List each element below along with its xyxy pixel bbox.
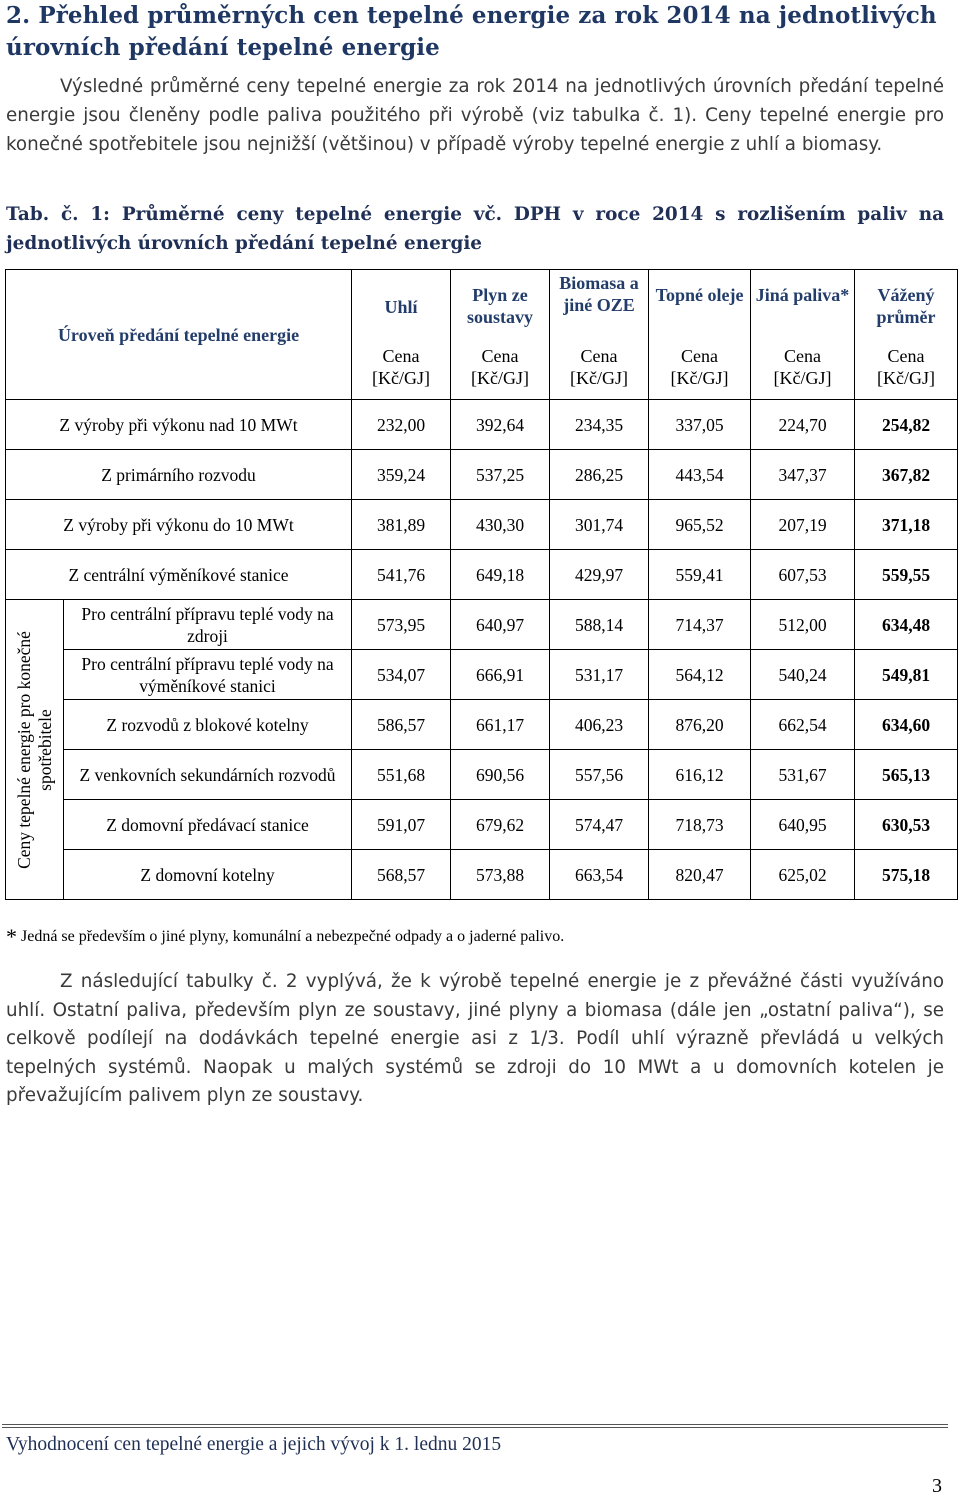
price-cell: 557,56	[550, 750, 649, 800]
price-cell: 337,05	[649, 400, 751, 450]
price-cell: 663,54	[550, 850, 649, 900]
price-cell: 534,07	[352, 650, 451, 700]
price-table	[5, 269, 958, 900]
fuel-header: Plyn ze soustavy	[451, 270, 550, 336]
level-label: Z výroby při výkonu do 10 MWt	[6, 500, 352, 550]
weighted-average-cell: 549,81	[855, 650, 958, 700]
fuel-header: Uhlí	[352, 270, 451, 336]
weighted-average-cell: 630,53	[855, 800, 958, 850]
price-cell: 347,37	[751, 450, 855, 500]
price-cell: 690,56	[451, 750, 550, 800]
intro-paragraph: Výsledné průměrné ceny tepelné energie za rok 2014 na jednotlivých úrovních předání tepelné energie jsou členěny podle paliva použitého při výrobě (viz tabulka č. 1). Ceny tepelné energie pro konečné spotřebitele jsou nejnižší (většinou) v případě výroby tepelné energie z uhlí a biomasy.	[6, 76, 944, 155]
price-cell: 649,18	[451, 550, 550, 600]
price-cell: 965,52	[649, 500, 751, 550]
price-unit: [Kč/GJ]	[372, 368, 430, 389]
price-cell: 540,24	[751, 650, 855, 700]
fuel-header: Jiná paliva*	[751, 270, 855, 336]
price-cell: 616,12	[649, 750, 751, 800]
price-cell: 607,53	[751, 550, 855, 600]
price-cell: 640,97	[451, 600, 550, 650]
price-cell: 207,19	[751, 500, 855, 550]
price-cell: 531,17	[550, 650, 649, 700]
weighted-average-cell: 367,82	[855, 450, 958, 500]
weighted-average-cell: 634,60	[855, 700, 958, 750]
level-header: Úroveň předání tepelné energie	[6, 270, 352, 400]
price-cell: 541,76	[352, 550, 451, 600]
weighted-average-cell: 565,13	[855, 750, 958, 800]
price-unit: [Kč/GJ]	[570, 368, 628, 389]
price-cell: 625,02	[751, 850, 855, 900]
table-row	[6, 550, 958, 600]
price-cell: 559,41	[649, 550, 751, 600]
price-label: Cena	[382, 346, 420, 367]
price-cell: 232,00	[352, 400, 451, 450]
price-cell: 666,91	[451, 650, 550, 700]
price-cell: 661,17	[451, 700, 550, 750]
footer-divider	[2, 1424, 948, 1428]
price-cell: 640,95	[751, 800, 855, 850]
level-label: Pro centrální přípravu teplé vody na výměníkové stanici	[64, 650, 352, 700]
price-cell: 588,14	[550, 600, 649, 650]
price-cell: 573,88	[451, 850, 550, 900]
page-footer: Vyhodnocení cen tepelné energie a jejich vývoj k 1. lednu 2015	[6, 1434, 502, 1455]
price-unit: [Kč/GJ]	[877, 368, 935, 389]
level-label: Pro centrální přípravu teplé vody na zdroji	[64, 600, 352, 650]
price-cell: 537,25	[451, 450, 550, 500]
price-cell: 574,47	[550, 800, 649, 850]
price-cell: 301,74	[550, 500, 649, 550]
weighted-average-cell: 371,18	[855, 500, 958, 550]
weighted-average-cell: 254,82	[855, 400, 958, 450]
price-label: Cena	[887, 346, 925, 367]
table-row	[6, 850, 958, 900]
fuel-header: Vážený průměr	[855, 270, 958, 336]
page-number: 3	[932, 1475, 942, 1497]
level-label: Z centrální výměníkové stanice	[6, 550, 352, 600]
price-unit: [Kč/GJ]	[471, 368, 529, 389]
level-label: Z domovní kotelny	[64, 850, 352, 900]
price-cell: 531,67	[751, 750, 855, 800]
table-row	[6, 800, 958, 850]
price-cell: 512,00	[751, 600, 855, 650]
table-footnote	[6, 920, 946, 951]
price-cell: 430,30	[451, 500, 550, 550]
level-label: Z výroby při výkonu nad 10 MWt	[6, 400, 352, 450]
price-cell: 443,54	[649, 450, 751, 500]
price-cell: 406,23	[550, 700, 649, 750]
price-cell: 662,54	[751, 700, 855, 750]
price-cell: 568,57	[352, 850, 451, 900]
price-label: Cena	[481, 346, 519, 367]
fuel-header: Biomasa a jiné OZE	[550, 270, 649, 336]
fuel-share-paragraph: Z následující tabulky č. 2 vyplývá, že k výrobě tepelné energie je z převážné části využíváno uhlí. Ostatní paliva, především plyn ze soustavy, jiné plyny a biomasa (dále jen „ostatní paliva“), se celkově podílejí na dodávkách tepelné energie asi z 1/3. Podíl uhlí výrazně převládá u velkých tepelných systémů. Naopak u malých systémů se zdroji do 10 MWt a u domovních kotelen je převažujícím palivem plyn ze soustavy.	[6, 971, 944, 1106]
price-cell: 573,95	[352, 600, 451, 650]
table-row	[6, 450, 958, 500]
level-label: Z primárního rozvodu	[6, 450, 352, 500]
level-label: Z venkovních sekundárních rozvodů	[64, 750, 352, 800]
table-row	[6, 600, 958, 650]
weighted-average-cell: 634,48	[855, 600, 958, 650]
section-heading: 2. Přehled průměrných cen tepelné energie za rok 2014 na jednotlivých úrovních předání tepelné energie	[6, 2, 937, 61]
price-unit: [Kč/GJ]	[773, 368, 832, 389]
price-cell: 286,25	[550, 450, 649, 500]
fuel-header: Topné oleje	[649, 270, 751, 336]
price-label: Cena	[580, 346, 618, 367]
table-row	[6, 650, 958, 700]
price-cell: 714,37	[649, 600, 751, 650]
table-header-fuel-row	[6, 270, 958, 336]
table-row	[6, 700, 958, 750]
price-label: Cena	[681, 346, 718, 367]
price-cell: 381,89	[352, 500, 451, 550]
footnote-text: Jedná se především o jiné plyny, komunální a nebezpečné odpady a o jaderné palivo.	[21, 928, 565, 945]
price-cell: 429,97	[550, 550, 649, 600]
table-row	[6, 750, 958, 800]
weighted-average-cell: 575,18	[855, 850, 958, 900]
price-cell: 359,24	[352, 450, 451, 500]
table-row	[6, 500, 958, 550]
price-cell: 564,12	[649, 650, 751, 700]
level-label: Z rozvodů z blokové kotelny	[64, 700, 352, 750]
price-cell: 876,20	[649, 700, 751, 750]
price-label: Cena	[784, 346, 821, 367]
price-cell: 591,07	[352, 800, 451, 850]
price-cell: 392,64	[451, 400, 550, 450]
group-label: Ceny tepelné energie pro konečné spotřebitele	[13, 630, 55, 869]
price-unit: [Kč/GJ]	[670, 368, 729, 389]
level-label: Z domovní předávací stanice	[64, 800, 352, 850]
footnote-star: *	[6, 924, 17, 949]
price-cell: 586,57	[352, 700, 451, 750]
group-label-cell	[6, 600, 64, 900]
price-cell: 234,35	[550, 400, 649, 450]
price-cell: 224,70	[751, 400, 855, 450]
price-cell: 551,68	[352, 750, 451, 800]
table-row	[6, 400, 958, 450]
weighted-average-cell: 559,55	[855, 550, 958, 600]
price-cell: 679,62	[451, 800, 550, 850]
price-cell: 820,47	[649, 850, 751, 900]
table-caption: Tab. č. 1: Průměrné ceny tepelné energie vč. DPH v roce 2014 s rozlišením paliv na jednotlivých úrovních předání tepelné energie	[6, 204, 944, 254]
price-cell: 718,73	[649, 800, 751, 850]
